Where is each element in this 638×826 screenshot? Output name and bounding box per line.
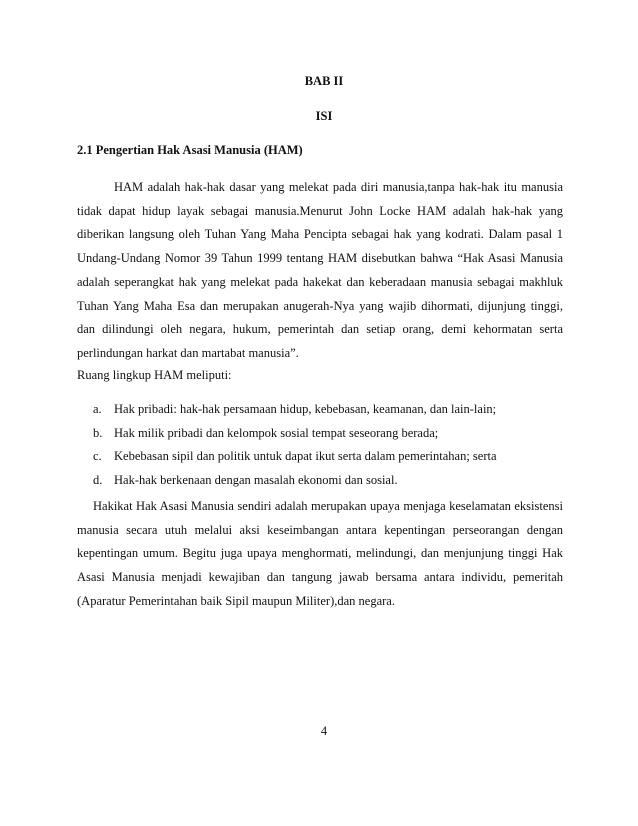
scope-list xyxy=(93,398,497,492)
body-paragraph-definition: HAM adalah hak-hak dasar yang melekat pada diri manusia,tanpa hak-hak itu manusia tidak dapat hidup layak sebagai manusia.Menurut John Locke HAM adalah hak-hak yang diberikan langsung oleh Tuhan Yang Maha Pencipta sebagai hak yang kodrati. Dalam pasal 1 Undang-Undang Nomor 39 Tahun 1999 tentang HAM disebutkan bahwa “Hak Asasi Manusia adalah seperangkat hak yang melekat pada hakekat dan keberadaan manusia sebagai makhluk Tuhan Yang Maha Esa dan merupakan anugerah-Nya yang wajib dihormati, dijunjung tinggi, dan dilindungi oleh negara, hukum, pemerintah dan setiap orang, demi kehormatan serta perlindungan harkat dan martabat manusia”. xyxy=(77,180,563,360)
body-paragraph-essence: Hakikat Hak Asasi Manusia sendiri adalah merupakan upaya menjaga keselamatan eksistensi manusia secara utuh melalui aksi keseimbangan antara kepentingan perseorangan dengan kepentingan umum. Begitu juga upaya menghormati, melindungi, dan menjunjung tinggi Hak Asasi Manusia menjadi kewajiban dan tangung jawab bersama antara individu, pemeritah (Aparatur Pemerintahan baik Sipil maupun Militer),dan negara. xyxy=(77,499,563,608)
list-item xyxy=(93,469,497,493)
list-item xyxy=(93,422,497,446)
scope-intro-text: Ruang lingkup HAM meliputi: xyxy=(77,368,232,382)
page-number: 4 xyxy=(320,724,328,738)
list-marker: a. xyxy=(93,402,102,416)
list-marker: c. xyxy=(93,449,102,463)
list-item-text: Kebebasan sipil dan politik untuk dapat ikut serta dalam pemerintahan; serta xyxy=(114,449,497,463)
list-marker: b. xyxy=(93,425,103,440)
list-item xyxy=(93,445,497,469)
subsection-heading: 2.1 Pengertian Hak Asasi Manusia (HAM) xyxy=(77,143,303,157)
list-item-text: Hak-hak berkenaan dengan masalah ekonomi dan sosial. xyxy=(114,472,398,487)
chapter-heading: BAB II xyxy=(304,74,344,88)
list-item-text: Hak milik pribadi dan kelompok sosial tempat seseorang berada; xyxy=(114,425,439,440)
section-heading: ISI xyxy=(315,109,333,123)
list-item xyxy=(93,398,497,422)
list-item-text: Hak pribadi: hak-hak persamaan hidup, kebebasan, keamanan, dan lain-lain; xyxy=(114,402,497,416)
list-marker: d. xyxy=(93,472,103,487)
